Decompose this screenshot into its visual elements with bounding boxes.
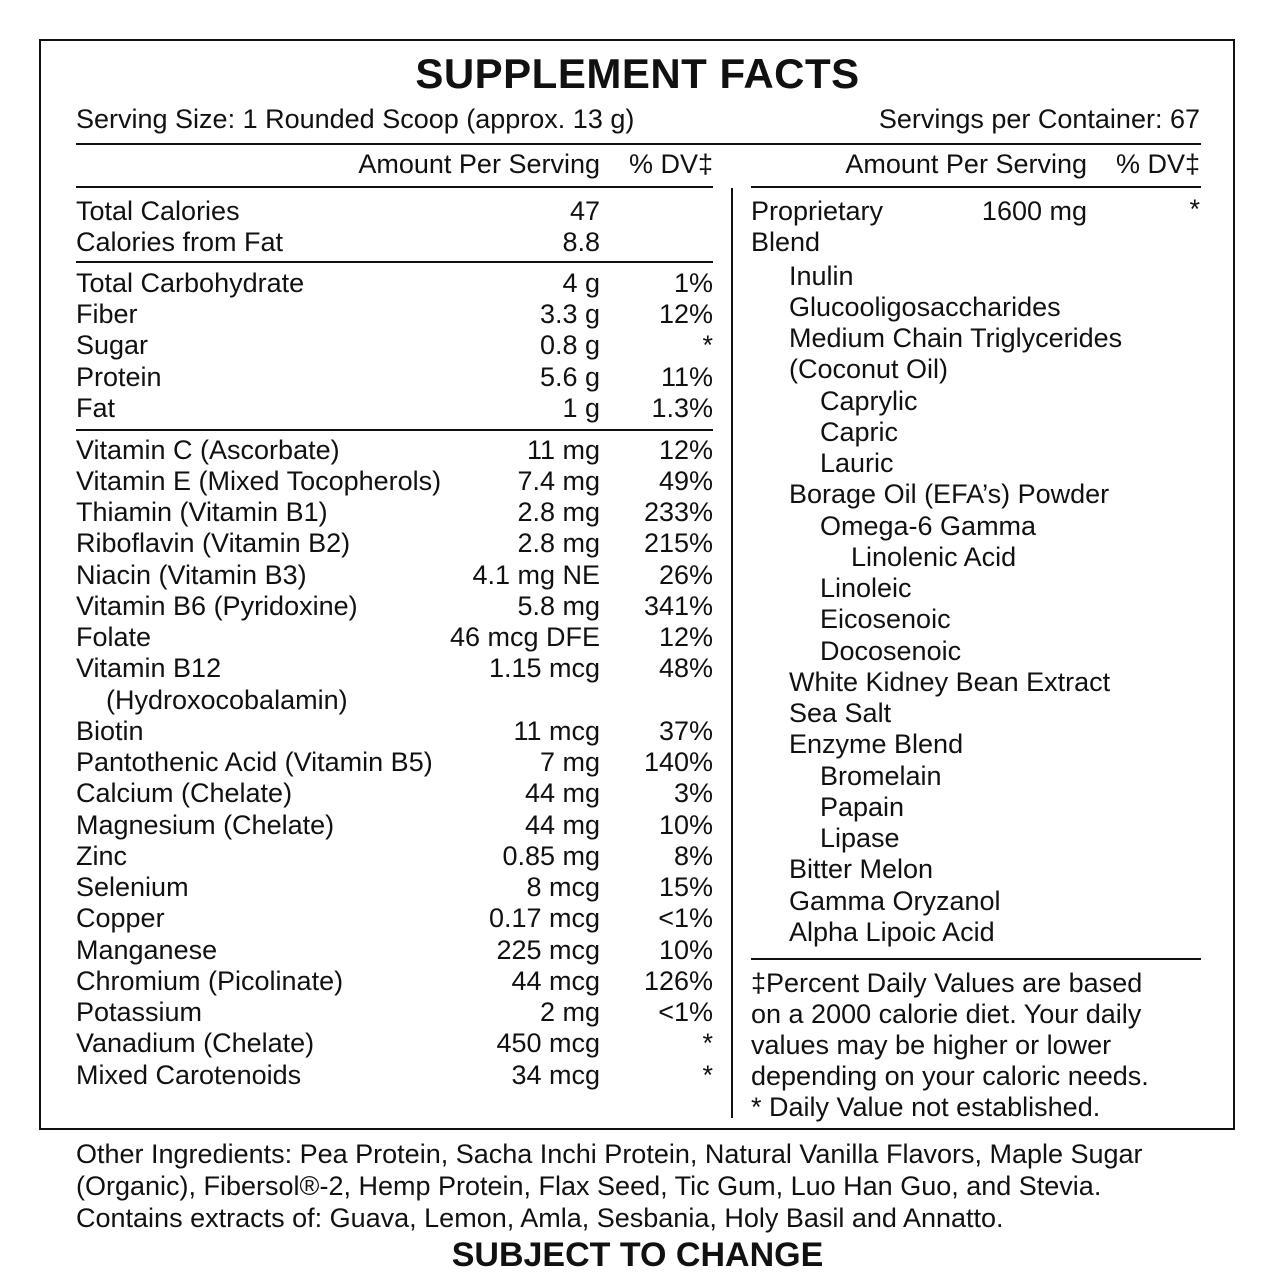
nutrient-row	[76, 196, 713, 227]
nutrient-row	[76, 362, 713, 393]
nutrient-row	[76, 299, 713, 330]
blend-ingredient: Caprylic	[820, 386, 918, 416]
panel-title: SUPPLEMENT FACTS	[415, 50, 860, 97]
nutrient-name: Protein	[76, 362, 162, 392]
nutrient-dv: 140%	[643, 747, 713, 777]
nutrient-amount: 3.3 g	[539, 299, 600, 329]
nutrient-name: Fat	[76, 393, 116, 423]
nutrient-amount: 0.85 mg	[502, 841, 600, 871]
blend-ingredient: Enzyme Blend	[789, 729, 964, 759]
nutrient-dv: 1.3%	[651, 393, 713, 423]
nutrient-amount: 44 mg	[524, 778, 600, 808]
nutrient-dv: 26%	[658, 560, 713, 590]
nutrient-name: Niacin (Vitamin B3)	[76, 560, 307, 590]
nutrient-name: Folate	[76, 622, 152, 652]
nutrient-name: Vitamin B6 (Pyridoxine)	[76, 591, 358, 621]
nutrient-amount: 2.8 mg	[517, 497, 600, 527]
right-dv-header: % DV‡	[1115, 149, 1200, 179]
nutrient-amount: 44 mg	[524, 810, 600, 840]
nutrient-name: (Hydroxocobalamin)	[106, 685, 348, 715]
nutrient-dv: 12%	[658, 622, 713, 652]
nutrient-name: Vanadium (Chelate)	[76, 1028, 315, 1058]
nutrient-amount: 11 mg	[526, 435, 600, 465]
nutrient-dv: *	[702, 330, 713, 360]
footnote-line: ‡Percent Daily Values are based	[751, 968, 1143, 998]
nutrient-dv: 15%	[658, 872, 713, 902]
daily-value-footnote	[751, 968, 1211, 1123]
nutrient-name: Pantothenic Acid (Vitamin B5)	[76, 747, 433, 777]
blend-name: Proprietary	[751, 196, 884, 226]
blend-ingredient: Inulin	[789, 261, 854, 291]
nutrient-dv: *	[702, 1028, 713, 1058]
blend-ingredient: Eicosenoic	[820, 604, 951, 634]
nutrient-amount: 5.6 g	[539, 362, 600, 392]
nutrient-row	[76, 903, 713, 934]
nutrient-amount: 44 mcg	[511, 966, 600, 996]
blend-ingredient: Sea Salt	[789, 698, 892, 728]
nutrient-amount: 47	[569, 196, 600, 226]
nutrient-name: Zinc	[76, 841, 128, 871]
other-ingredients	[76, 1138, 1251, 1234]
nutrient-row	[76, 841, 713, 872]
nutrient-amount: 1.15 mcg	[488, 653, 600, 683]
nutrient-row	[76, 747, 713, 778]
servings-per-container: Servings per Container: 67	[878, 104, 1200, 134]
blend-ingredient: Papain	[820, 792, 905, 822]
nutrient-row	[76, 560, 713, 591]
nutrient-row	[76, 330, 713, 361]
right-amount-header: Amount Per Serving	[845, 149, 1087, 179]
blend-ingredient: Medium Chain Triglycerides	[789, 323, 1123, 353]
nutrient-name: Biotin	[76, 716, 144, 746]
nutrient-amount: 5.8 mg	[517, 591, 600, 621]
nutrient-amount: 2.8 mg	[517, 528, 600, 558]
nutrient-row	[76, 528, 713, 559]
nutrient-amount: 7.4 mg	[517, 466, 600, 496]
footnote-line: * Daily Value not established.	[751, 1092, 1101, 1122]
nutrient-row	[76, 466, 713, 497]
nutrient-amount: 11 mcg	[513, 716, 600, 746]
nutrient-dv: 10%	[658, 810, 713, 840]
nutrient-dv: 341%	[643, 591, 713, 621]
blend-ingredient: Linoleic	[820, 573, 912, 603]
nutrient-row	[76, 778, 713, 809]
nutrient-dv: *	[702, 1060, 713, 1090]
left-amount-header: Amount Per Serving	[358, 149, 600, 179]
left-header-rule	[76, 186, 713, 188]
blend-ingredient: Borage Oil (EFA’s) Powder	[789, 479, 1110, 509]
footnote-line: on a 2000 calorie diet. Your daily	[751, 999, 1142, 1029]
nutrient-amount: 0.8 g	[539, 330, 600, 360]
nutrient-name: Sugar	[76, 330, 149, 360]
blend-ingredient: Gamma Oryzanol	[789, 886, 1001, 916]
nutrient-name: Mixed Carotenoids	[76, 1060, 302, 1090]
nutrient-row	[76, 997, 713, 1028]
nutrient-name: Calories from Fat	[76, 227, 284, 257]
nutrient-dv: 49%	[658, 466, 713, 496]
blend-ingredient: Lauric	[820, 448, 894, 478]
nutrient-row	[76, 1028, 713, 1059]
nutrient-name: Vitamin B12	[76, 653, 222, 683]
nutrient-dv: <1%	[658, 903, 713, 933]
blend-ingredient: Omega-6 Gamma	[820, 511, 1037, 541]
blend-ingredient: White Kidney Bean Extract	[789, 667, 1111, 697]
footnote-line: values may be higher or lower	[751, 1030, 1112, 1060]
nutrient-dv: 48%	[658, 653, 713, 683]
nutrient-row	[76, 1060, 713, 1091]
nutrient-name: Magnesium (Chelate)	[76, 810, 335, 840]
nutrient-row	[76, 497, 713, 528]
other-ingredients-line: Contains extracts of: Guava, Lemon, Amla, Sesbania, Holy Basil and Annatto.	[76, 1203, 1004, 1233]
nutrient-name: Vitamin C (Ascorbate)	[76, 435, 340, 465]
nutrient-amount: 450 mcg	[496, 1028, 600, 1058]
nutrient-name: Chromium (Picolinate)	[76, 966, 344, 996]
blend-ingredient: Linolenic Acid	[851, 542, 1017, 572]
nutrient-row	[76, 685, 713, 716]
nutrient-amount: 1 g	[562, 393, 600, 423]
blend-ingredient: Lipase	[820, 823, 900, 853]
nutrient-row	[76, 435, 713, 466]
nutrient-name: Vitamin E (Mixed Tocopherols)	[76, 466, 442, 496]
nutrient-dv: 37%	[658, 716, 713, 746]
footnote-line: depending on your caloric needs.	[751, 1061, 1149, 1091]
nutrient-name: Potassium	[76, 997, 203, 1027]
blend-ingredient: Alpha Lipoic Acid	[789, 917, 995, 947]
nutrient-dv: 11%	[660, 362, 713, 392]
header-divider	[76, 143, 1201, 145]
nutrient-amount: 225 mcg	[496, 935, 600, 965]
serving-size: Serving Size: 1 Rounded Scoop (approx. 13 g)	[76, 104, 635, 134]
nutrient-dv: 12%	[658, 435, 713, 465]
blend-amount: 1600 mg	[981, 196, 1087, 226]
nutrient-row	[76, 872, 713, 903]
nutrient-row	[76, 653, 713, 684]
nutrient-dv: 3%	[673, 778, 713, 808]
nutrient-amount: 8.8	[562, 227, 600, 257]
nutrient-dv: <1%	[658, 997, 713, 1027]
blend-ingredient: (Coconut Oil)	[789, 354, 949, 384]
column-divider	[731, 188, 733, 1118]
calories-rule	[76, 261, 713, 263]
nutrient-name: Thiamin (Vitamin B1)	[76, 497, 328, 527]
nutrient-row	[76, 227, 713, 258]
nutrient-dv: 126%	[643, 966, 713, 996]
nutrient-row	[76, 591, 713, 622]
nutrient-name: Riboflavin (Vitamin B2)	[76, 528, 351, 558]
nutrient-name: Manganese	[76, 935, 218, 965]
macros-rule	[76, 429, 713, 431]
nutrient-row	[76, 393, 713, 424]
right-header-rule	[751, 186, 1201, 188]
blend-rule	[751, 958, 1201, 960]
nutrient-name: Total Calories	[76, 196, 240, 226]
nutrient-amount: 2 mg	[539, 997, 600, 1027]
nutrient-name: Fiber	[76, 299, 138, 329]
blend-ingredient: Docosenoic	[820, 636, 962, 666]
nutrient-name: Total Carbohydrate	[76, 268, 305, 298]
nutrient-name: Copper	[76, 903, 165, 933]
nutrient-row	[76, 935, 713, 966]
nutrient-row	[76, 966, 713, 997]
blend-ingredient: Capric	[820, 417, 899, 447]
nutrient-dv: 8%	[673, 841, 713, 871]
nutrient-name: Selenium	[76, 872, 189, 902]
blend-ingredient: Bromelain	[820, 761, 942, 791]
nutrient-amount: 4.1 mg NE	[472, 560, 600, 590]
nutrient-amount: 7 mg	[539, 747, 600, 777]
subject-to-change-notice: SUBJECT TO CHANGE	[451, 1236, 824, 1274]
nutrient-row	[76, 810, 713, 841]
nutrient-row	[76, 268, 713, 299]
other-ingredients-line: Other Ingredients: Pea Protein, Sacha Inchi Protein, Natural Vanilla Flavors, Maple Sugar	[76, 1139, 1143, 1169]
nutrient-amount: 0.17 mcg	[488, 903, 600, 933]
nutrient-amount: 34 mcg	[511, 1060, 600, 1090]
nutrient-dv: 1%	[673, 268, 713, 298]
nutrient-dv: 233%	[643, 497, 713, 527]
blend-ingredient: Bitter Melon	[789, 854, 934, 884]
nutrient-dv: 10%	[658, 935, 713, 965]
nutrient-dv: 12%	[658, 299, 713, 329]
nutrient-row	[76, 716, 713, 747]
nutrient-amount: 4 g	[562, 268, 600, 298]
blend-name-continued: Blend	[751, 227, 821, 257]
nutrient-row	[76, 622, 713, 653]
blend-ingredient: Glucooligosaccharides	[789, 292, 1061, 322]
nutrient-dv: 215%	[643, 528, 713, 558]
other-ingredients-line: (Organic), Fibersol®-2, Hemp Protein, Flax Seed, Tic Gum, Luo Han Guo, and Stevia.	[76, 1171, 1102, 1201]
left-dv-header: % DV‡	[628, 149, 713, 179]
nutrient-amount: 46 mcg DFE	[449, 622, 600, 652]
nutrient-amount: 8 mcg	[526, 872, 600, 902]
blend-dv: *	[1189, 194, 1200, 224]
nutrient-name: Calcium (Chelate)	[76, 778, 293, 808]
